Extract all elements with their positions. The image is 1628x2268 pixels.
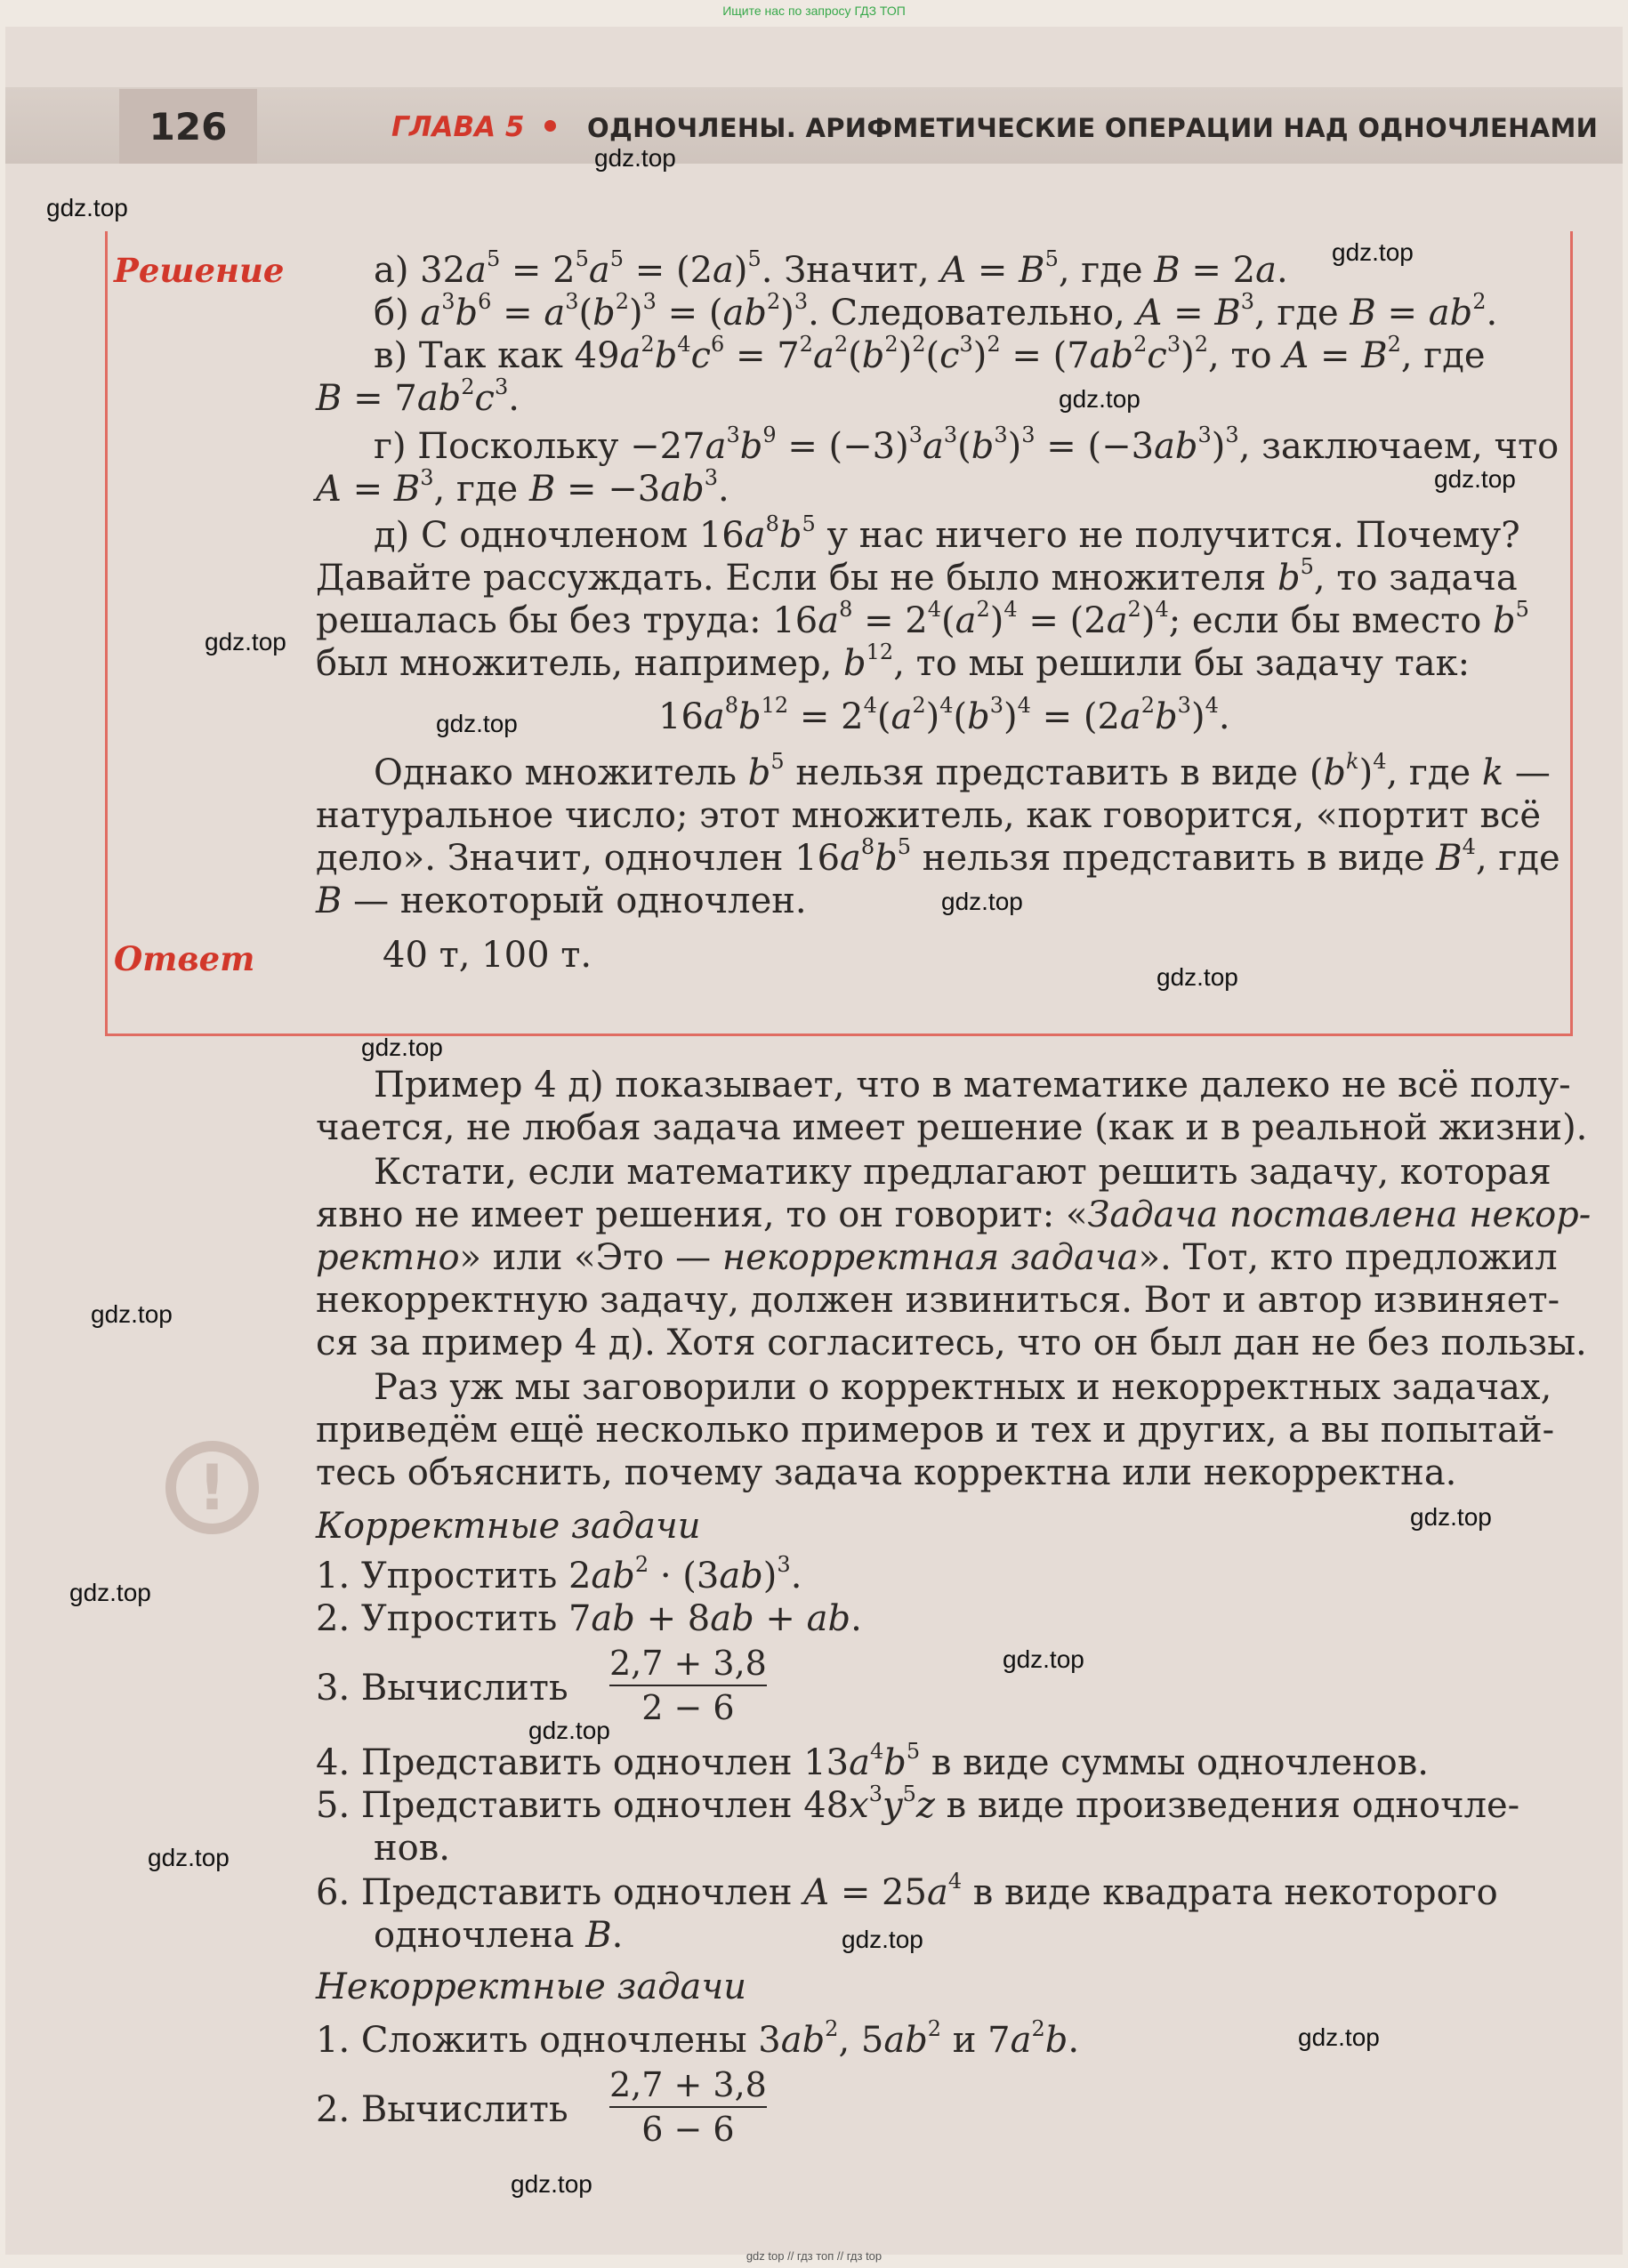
body-para2-line3: ректно» или «Это — некорректная задача». Тот, кто предложил <box>316 1237 1558 1278</box>
incorrect-item-2-fraction: 2,7 + 3,8 6 − 6 <box>609 2065 767 2149</box>
correct-item-3: 3. Вычислить <box>316 1668 568 1709</box>
correct-item-1: 1. Упростить $2ab^2 \cdot (3ab)^3$. <box>316 1551 802 1596</box>
body-para2-line2: явно не имеет решения, то он говорит: «Задача поставлена некор- <box>316 1194 1592 1235</box>
body-para1-line2: чается, не любая задача имеет решение (как и в реальной жизни). <box>316 1107 1588 1148</box>
watermark: gdz.top <box>1059 385 1140 413</box>
solution-line-v2: $B = 7ab^2c^3$. <box>316 374 520 419</box>
page-number: 126 <box>119 89 257 164</box>
top-note: Ищите нас по запросу ГДЗ ТОП <box>722 4 906 18</box>
bottom-note: gdz top // гдз топ // гдз top <box>745 2249 883 2263</box>
solution-line-d3: решалась бы без труда: $16a^8 = 2^4(a^2)^4 = (2a^2)^4$; если бы вместо $b^5$ <box>316 596 1529 641</box>
answer-label: Ответ <box>114 939 255 978</box>
correct-item-4: 4. Представить одночлен $13a^4b^5$ в виде суммы одночленов. <box>316 1738 1429 1783</box>
watermark: gdz.top <box>1003 1645 1084 1673</box>
watermark: gdz.top <box>205 628 286 655</box>
correct-item-5-line2: нов. <box>374 1828 450 1869</box>
watermark: gdz.top <box>361 1033 443 1061</box>
solution-label: Решение <box>114 251 285 290</box>
solution-line-p4: B — некоторый одночлен. <box>316 881 807 921</box>
chapter-title: ОДНОЧЛЕНЫ. АРИФМЕТИЧЕСКИЕ ОПЕРАЦИИ НАД ОДНОЧЛЕНАМИ <box>587 113 1599 143</box>
body-para2-line4: некорректную задачу, должен извиниться. Вот и автор извиняет- <box>316 1280 1560 1321</box>
correct-heading: Корректные задачи <box>316 1506 701 1547</box>
solution-line-p2: натуральное число; этот множитель, как говорится, «портит всё <box>316 795 1542 836</box>
solution-line-v: в) Так как $49a^2b^4c^6 = 7^2a^2(b^2)^2(c^3)^2 = (7ab^2c^3)^2$, то $A = B^2$, где <box>374 331 1486 376</box>
solution-line-d2: Давайте рассуждать. Если бы не было множителя $b^5$, то задача <box>316 553 1518 599</box>
answer-text: 40 т, 100 т. <box>383 935 592 976</box>
exclamation-icon: ! <box>165 1441 259 1534</box>
watermark: gdz.top <box>528 1717 610 1744</box>
body-para2-line1: Кстати, если математику предлагают решить задачу, которая <box>374 1152 1551 1193</box>
body-para3-line1: Раз уж мы заговорили о корректных и некорректных задачах, <box>374 1367 1552 1408</box>
correct-item-5: 5. Представить одночлен $48x^3y^5z$ в виде произведения одночле- <box>316 1781 1520 1826</box>
watermark: gdz.top <box>511 2170 592 2198</box>
watermark: gdz.top <box>1410 1503 1492 1531</box>
watermark: gdz.top <box>148 1844 230 1871</box>
solution-line-g: г) Поскольку $-27a^3b^9 = (-3)^3a^3(b^3)^3 = (-3ab^3)^3$, заключаем, что <box>374 422 1559 467</box>
solution-line-b: б) $a^3b^6 = a^3(b^2)^3 = (ab^2)^3$. Следовательно, $A = B^3$, где $B = ab^2$. <box>374 288 1498 334</box>
watermark: gdz.top <box>1157 963 1238 991</box>
solution-line-d4: был множитель, например, $b^{12}$, то мы решили бы задачу так: <box>316 639 1471 684</box>
chapter-bullet <box>544 120 556 132</box>
correct-item-2: 2. Упростить 7ab + 8ab + ab. <box>316 1598 862 1639</box>
watermark: gdz.top <box>69 1579 151 1606</box>
incorrect-item-1: 1. Сложить одночлены $3ab^2$, $5ab^2$ и $7a^2b$. <box>316 2015 1080 2061</box>
watermark: gdz.top <box>842 1926 923 1953</box>
body-para3-line2: приведём ещё несколько примеров и тех и других, а вы попытай- <box>316 1410 1555 1451</box>
solution-line-p3: дело». Значит, одночлен $16a^8b^5$ нельзя представить в виде $B^4$, где <box>316 833 1560 879</box>
body-para3-line3: тесь объяснить, почему задача корректна или некорректна. <box>316 1452 1457 1493</box>
chapter-label: ГЛАВА 5 <box>391 111 525 143</box>
body-para1-line1: Пример 4 д) показывает, что в математике далеко не всё полу- <box>374 1065 1571 1106</box>
body-para2-line5: ся за пример 4 д). Хотя согласитесь, что он был дан не без пользы. <box>316 1323 1587 1363</box>
watermark: gdz.top <box>91 1300 173 1328</box>
watermark: gdz.top <box>594 144 676 172</box>
watermark: gdz.top <box>1434 465 1516 493</box>
correct-item-6: 6. Представить одночлен $A = 25a^4$ в виде квадрата некоторого <box>316 1868 1498 1913</box>
correct-item-6-line2: одночлена B. <box>374 1915 624 1956</box>
correct-item-3-fraction: 2,7 + 3,8 2 − 6 <box>609 1644 767 1727</box>
incorrect-heading: Некорректные задачи <box>316 1966 747 2007</box>
solution-formula: $16a^8b^{12} = 2^4(a^2)^4(b^3)^4 = (2a^2b^3)^4$. <box>658 692 1230 737</box>
watermark: gdz.top <box>1298 2023 1380 2051</box>
solution-line-p1: Однако множитель $b^5$ нельзя представить в виде $(b^k)^4$, где k — <box>374 748 1551 793</box>
watermark: gdz.top <box>941 888 1023 915</box>
solution-line-a: а) $32a^5 = 2^5a^5 = (2a)^5$. Значит, $A = B^5$, где B = 2a. <box>374 245 1288 291</box>
watermark: gdz.top <box>1332 238 1414 266</box>
solution-line-d1: д) С одночленом $16a^8b^5$ у нас ничего не получится. Почему? <box>374 511 1520 556</box>
solution-line-g2: $A = B^3$, где $B = -3ab^3$. <box>316 464 729 510</box>
incorrect-item-2: 2. Вычислить <box>316 2089 568 2130</box>
watermark: gdz.top <box>436 710 518 737</box>
watermark: gdz.top <box>46 194 128 221</box>
